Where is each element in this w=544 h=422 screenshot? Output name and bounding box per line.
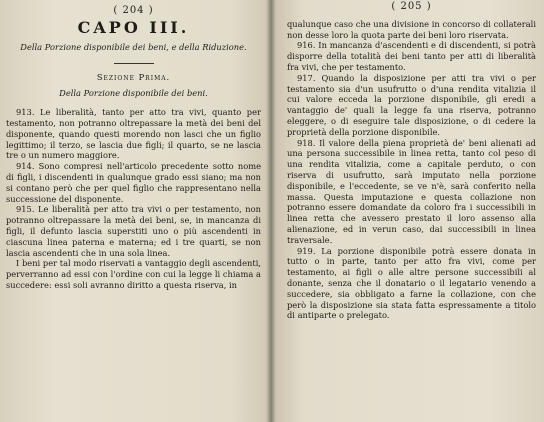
article-915: 915. Le liberalità per atto tra vivi o per testamento, non potranno oltrepassare la metà dei beni, se, in mancanza di figli, il defunto lascia superstiti uno o più ascendenti in ciascuna linea paterna e materna; ed i tre quarti, se non lascia ascendenti che in una sola linea. bbox=[6, 204, 261, 258]
article-913: 913. Le liberalità, tanto per atto tra vivi, quanto per testamento, non potranno oltrepassare la metà dei beni del disponente, quando questi morendo non lasci che un figlio legittimo; il terzo, se lascia due figli; il quarto, se ne lascia tre o un numero maggiore. bbox=[6, 107, 261, 161]
divider-rule bbox=[114, 63, 154, 64]
page-number-left: ( 204 ) bbox=[113, 5, 154, 16]
section-subtitle: Della Porzione disponibile dei beni. bbox=[59, 88, 208, 99]
chapter-title: CAPO III. bbox=[77, 17, 190, 37]
article-918: 918. Il valore della piena proprietà de' beni alienati ad una persona successibile in linea retta, tanto col peso di una rendita vitalizia, come a capitale perduto, o con riserva di usufrutto, sarà imputato nella porzione disponibile, e l'eccedente, se ve n'è, sarà conferito nella massa. Questa imputazione e questa collazione non potranno essere domandate da coloro fra i successibili in linea retta che avessero prestato il loro assenso alla alienazione, ed in verun caso, dai successibili in linea traversale. bbox=[287, 137, 536, 245]
chapter-subtitle: Della Porzione disponibile dei beni, e della Riduzione. bbox=[20, 41, 247, 52]
article-915-continued: I beni per tal modo riservati a vantaggio degli ascendenti, perverranno ad essi con l'ordine con cui la legge li chiama a succedere: essi soli avranno diritto a questa riserva, in bbox=[6, 258, 261, 290]
continuation-text: qualunque caso che una divisione in concorso di collaterali non desse loro la quota parte dei beni loro riservata. bbox=[287, 18, 536, 40]
article-917: 917. Quando la disposizione per atti tra vivi o per testamento sia d'un usufrutto o d'una rendita vitalizia il cui valore ecceda la porzione disponibile, gli eredi a vantaggio de' quali la legge fa una riserva, potranno eleggere, o di eseguire tale disposizione, o di cedere la proprietà della porzione disponibile. bbox=[287, 72, 536, 137]
section-title: Sezione Prima. bbox=[96, 71, 171, 82]
article-919: 919. La porzione disponibile potrà essere donata in tutto o in parte, tanto per atto fra vivi, come per testamento, ai figli o alle altre persone successibili al donante, senza che il donatario o il legatario venendo a succedere, sia obbligato a farne la collazione, con che però la disposizione sia stata fatta espressamente a titolo di antiparte o prelegato. bbox=[287, 245, 536, 321]
article-916: 916. In mancanza d'ascendenti e di discendenti, si potrà disporre della totalità dei beni tanto per atti di liberalità fra vivi, che per testamento. bbox=[287, 40, 536, 72]
left-page bbox=[0, 0, 271, 422]
article-914: 914. Sono compresi nell'articolo precedente sotto nome di figli, i discendenti in qualunque grado essi siano; ma non si contano però che per quel figlio che rappresentano nella successione del disponente. bbox=[6, 161, 261, 204]
right-page bbox=[271, 0, 544, 422]
book-gutter-shadow bbox=[266, 0, 276, 422]
page-number-right: ( 205 ) bbox=[391, 1, 432, 12]
